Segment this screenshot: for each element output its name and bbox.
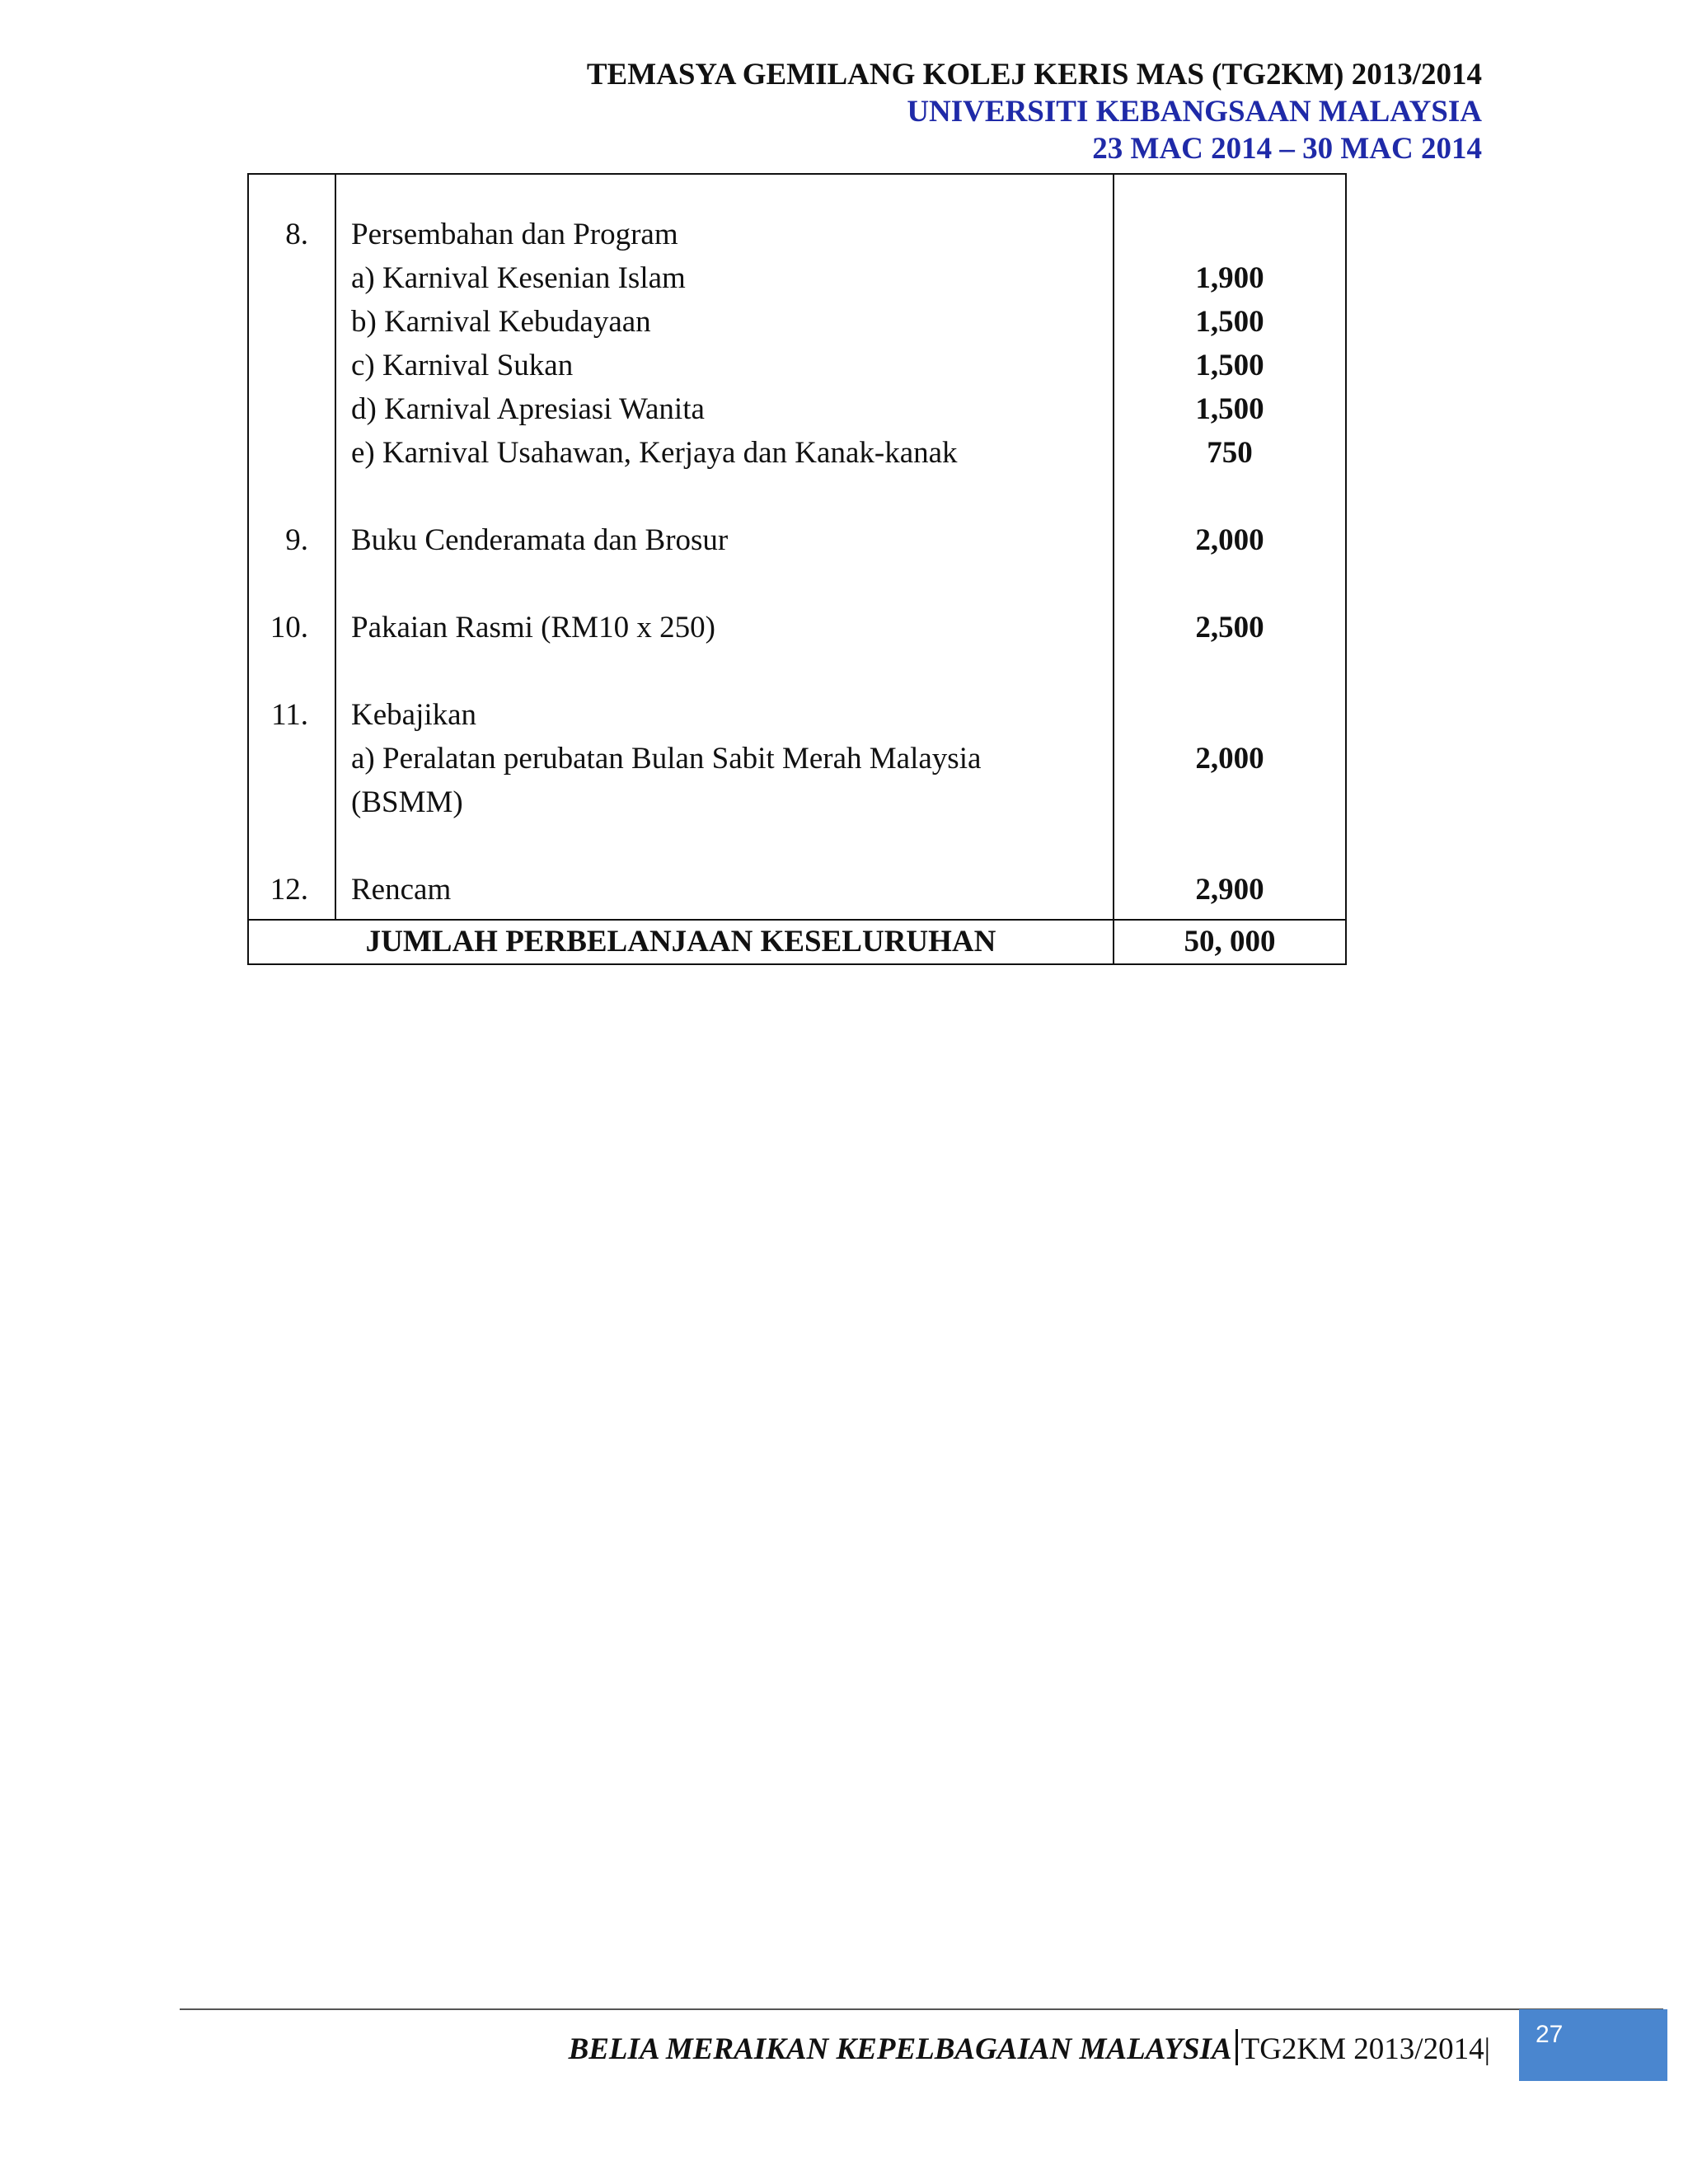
item-amount: 1,900 xyxy=(1195,261,1264,295)
item-amount: 750 xyxy=(1207,436,1253,470)
page-number: 27 xyxy=(1536,2021,1564,2048)
table-row xyxy=(249,786,1345,819)
item-description: Kebajikan xyxy=(351,698,477,732)
item-amount: 1,500 xyxy=(1195,349,1264,382)
item-amount: 2,500 xyxy=(1195,611,1264,644)
header-title: TEMASYA GEMILANG KOLEJ KERIS MAS (TG2KM) 2013/2014 xyxy=(586,58,1482,91)
table-row xyxy=(249,612,1345,644)
item-amount: 1,500 xyxy=(1195,392,1264,426)
item-description: b) Karnival Kebudayaan xyxy=(351,305,651,339)
item-number: 12. xyxy=(270,873,308,907)
total-value: 50, 000 xyxy=(1184,925,1276,958)
table-row xyxy=(249,349,1345,382)
item-number: 10. xyxy=(270,611,308,644)
table-row xyxy=(249,874,1345,907)
item-amount: 2,000 xyxy=(1195,742,1264,776)
item-description: Rencam xyxy=(351,873,452,907)
item-description: c) Karnival Sukan xyxy=(351,349,574,382)
table-row xyxy=(249,393,1345,426)
table-row xyxy=(249,306,1345,339)
page-header xyxy=(587,56,1482,167)
item-description: Pakaian Rasmi (RM10 x 250) xyxy=(351,611,715,644)
item-amount: 1,500 xyxy=(1195,305,1264,339)
item-number: 11. xyxy=(271,698,308,732)
item-description: Persembahan dan Program xyxy=(351,218,678,251)
page-number-box xyxy=(1519,2009,1667,2081)
total-row xyxy=(249,919,1345,963)
total-label: JUMLAH PERBELANJAAN KESELURUHAN xyxy=(365,925,996,958)
footer-slogan: BELIA MERAIKAN KEPELBAGAIAN MALAYSIA xyxy=(568,2032,1232,2066)
table-row xyxy=(249,699,1345,732)
page-footer xyxy=(569,2029,1490,2067)
item-description: d) Karnival Apresiasi Wanita xyxy=(351,392,705,426)
item-amount: 2,000 xyxy=(1195,523,1264,557)
item-description: a) Karnival Kesenian Islam xyxy=(351,261,686,295)
item-description: e) Karnival Usahawan, Kerjaya dan Kanak-kanak xyxy=(351,436,958,470)
table-row xyxy=(249,437,1345,470)
item-amount: 2,900 xyxy=(1195,873,1264,907)
item-description: (BSMM) xyxy=(351,785,463,819)
footer-event: TG2KM 2013/2014| xyxy=(1240,2032,1490,2066)
item-number: 8. xyxy=(285,218,308,251)
table-row xyxy=(249,743,1345,776)
item-description: a) Peralatan perubatan Bulan Sabit Merah Malaysia xyxy=(351,742,982,776)
footer-divider xyxy=(180,2008,1663,2010)
budget-table xyxy=(247,173,1347,965)
header-university: UNIVERSITI KEBANGSAAN MALAYSIA xyxy=(907,95,1482,129)
item-number: 9. xyxy=(285,523,308,557)
table-row xyxy=(249,218,1345,251)
header-dates: 23 MAC 2014 – 30 MAC 2014 xyxy=(1092,132,1482,166)
budget-table-body xyxy=(249,175,1345,919)
table-row xyxy=(249,524,1345,557)
footer-separator xyxy=(1236,2029,1238,2065)
table-row xyxy=(249,262,1345,295)
item-description: Buku Cenderamata dan Brosur xyxy=(351,523,729,557)
